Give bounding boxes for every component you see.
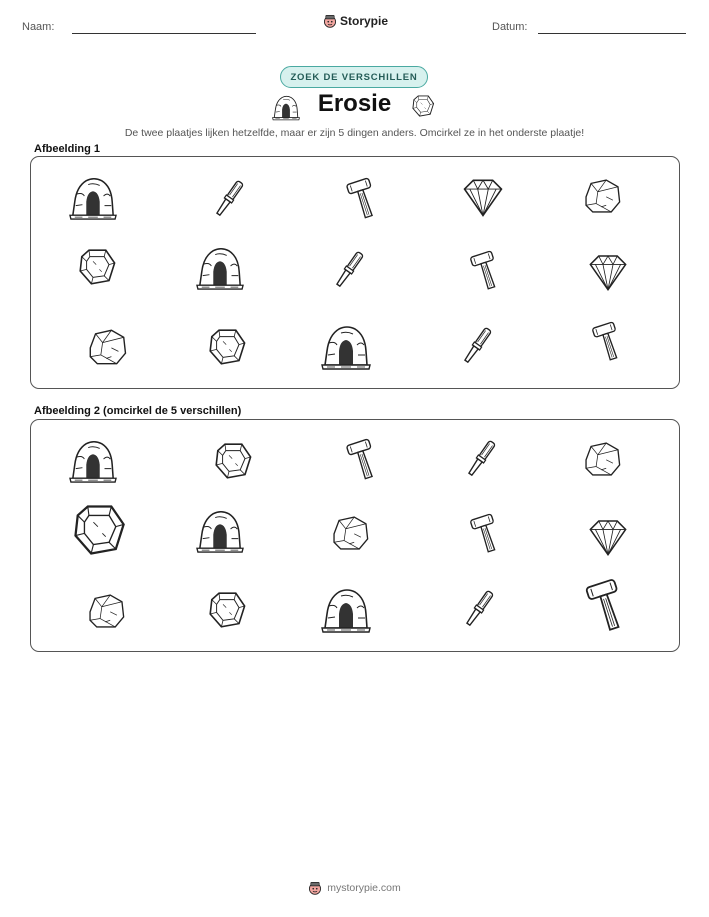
chisel-icon [327, 245, 371, 295]
rock-icon [581, 438, 623, 480]
rock-icon [581, 175, 623, 217]
rock-icon [85, 590, 127, 632]
hammer-icon [465, 510, 507, 558]
storypie-logo-icon [308, 881, 322, 895]
storypie-logo-icon [323, 14, 337, 28]
date-label: Datum: [492, 21, 528, 33]
date-line[interactable] [538, 33, 686, 34]
footer-url[interactable]: mystorypie.com [327, 882, 401, 894]
instructions: De twee plaatjes lijken hetzelfde, maar er zijn 5 dingen anders. Omcirkel ze in het onderste plaatje! [124, 127, 585, 139]
activity-badge: ZOEK DE VERSCHILLEN [280, 66, 428, 88]
picture1-panel [30, 156, 680, 389]
cave-icon [68, 436, 118, 484]
diamond-icon [585, 251, 631, 293]
chisel-icon [207, 175, 251, 223]
gem-icon [207, 590, 247, 630]
hammer-icon [587, 319, 629, 365]
cave-icon [321, 321, 371, 371]
title-gem-icon [411, 94, 435, 118]
chisel-icon [457, 584, 501, 634]
rock-icon[interactable] [329, 512, 371, 554]
name-line[interactable] [72, 33, 256, 34]
hammer-icon [465, 247, 507, 295]
picture2-panel [30, 419, 680, 652]
gem-icon[interactable] [71, 500, 127, 560]
hammer-icon [341, 436, 385, 484]
diamond-icon [459, 175, 507, 219]
footer [0, 881, 709, 895]
hammer-icon[interactable] [579, 572, 635, 640]
brand-logo [323, 14, 388, 28]
gem-icon [77, 247, 117, 287]
chisel-icon[interactable] [459, 434, 503, 484]
chisel-icon [455, 321, 499, 371]
cave-icon [68, 173, 118, 221]
gem-icon[interactable] [213, 440, 253, 482]
page-title: Erosie [317, 90, 392, 117]
brand-name: Storypie [340, 14, 389, 28]
hammer-icon [341, 175, 385, 223]
gem-icon [207, 327, 247, 367]
cave-icon [195, 243, 245, 291]
cave-icon [195, 506, 245, 554]
name-label: Naam: [22, 21, 55, 33]
cave-icon [321, 584, 371, 634]
rock-icon [85, 325, 129, 369]
picture1-label: Afbeelding 1 [34, 143, 101, 155]
diamond-icon [585, 516, 631, 558]
picture2-label: Afbeelding 2 (omcirkel de 5 verschillen) [34, 405, 242, 417]
